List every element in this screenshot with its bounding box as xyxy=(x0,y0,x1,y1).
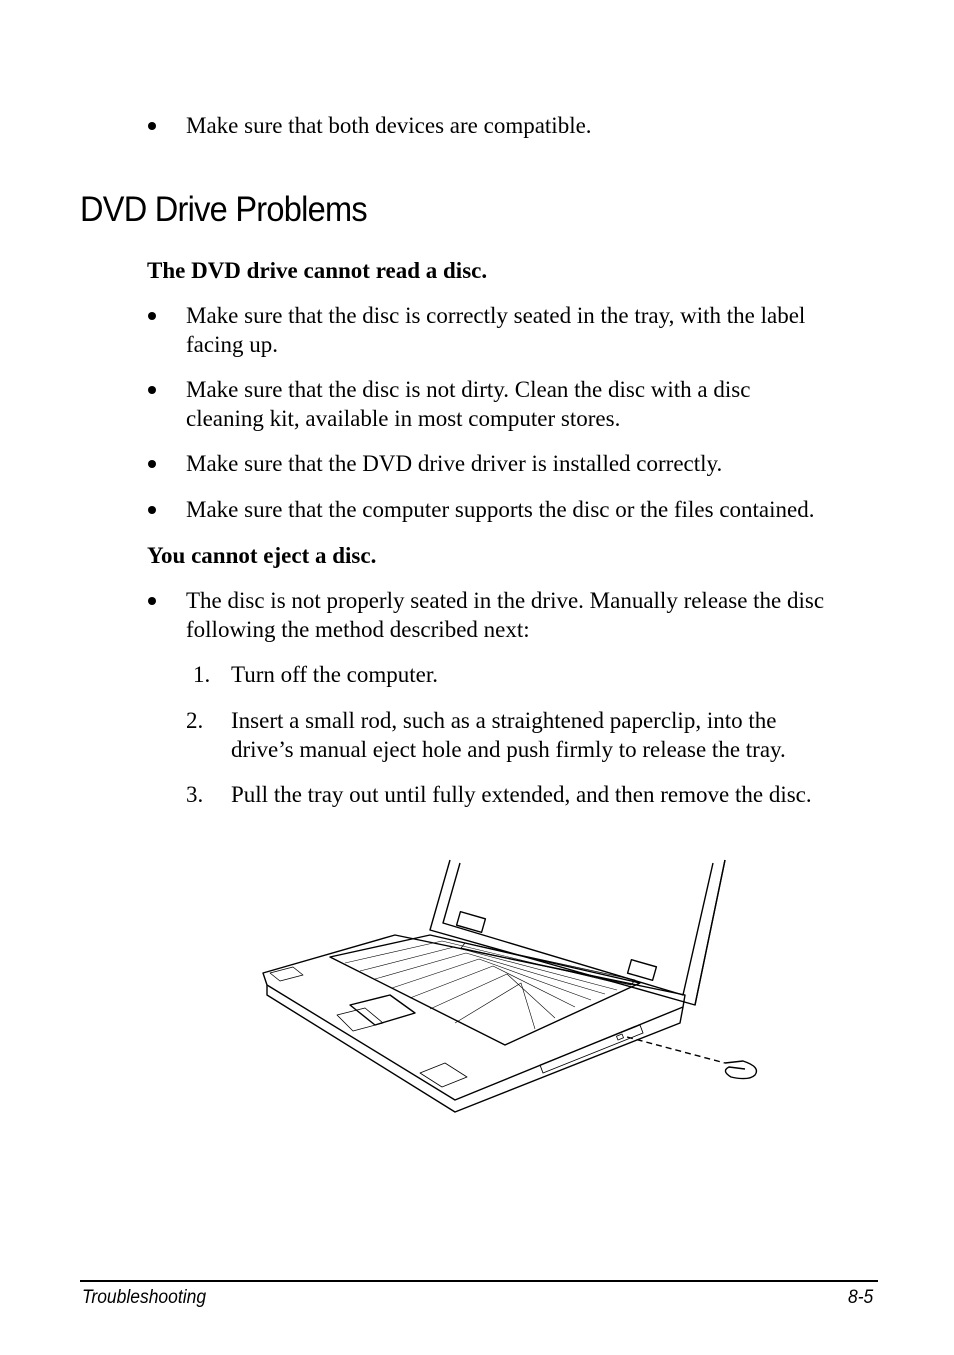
paperclip-icon xyxy=(725,1061,757,1079)
bullet-dot xyxy=(148,506,156,514)
list-item: Make sure that the DVD drive driver is installed correctly. xyxy=(186,451,723,476)
list-item-line: facing up. xyxy=(186,332,278,357)
touchpad xyxy=(350,995,415,1025)
list-item-line: Make sure that the disc is not dirty. Clean the disc with a disc xyxy=(186,377,751,402)
list-item xyxy=(186,301,805,359)
problem-heading-cannot-eject: You cannot eject a disc. xyxy=(147,543,377,568)
list-item-line: Make sure that the disc is correctly seated in the tray, with the label xyxy=(186,303,806,328)
step-number: 2. xyxy=(186,708,204,733)
step-number: 3. xyxy=(186,782,204,807)
section-title: DVD Drive Problems xyxy=(80,190,367,229)
list-item xyxy=(186,375,750,433)
laptop-deck xyxy=(263,935,685,1100)
bullet-dot xyxy=(148,460,156,468)
footer-chapter: Troubleshooting xyxy=(82,1287,207,1308)
list-item-line: following the method described next: xyxy=(186,617,530,642)
footer-rule xyxy=(80,1280,878,1282)
laptop-base-side xyxy=(267,985,683,1112)
touchpad-buttons xyxy=(337,1008,383,1031)
step-text-line: Insert a small rod, such as a straightened paperclip, into the xyxy=(231,708,777,733)
paperclip-dashed-line xyxy=(627,1037,725,1063)
step-number: 1. xyxy=(193,662,211,687)
footer-page-number: 8-5 xyxy=(848,1287,874,1308)
step-text: Turn off the computer. xyxy=(231,662,438,687)
laptop-lid xyxy=(430,860,725,1005)
hinge-left xyxy=(457,912,486,933)
list-item-line: cleaning kit, available in most computer stores. xyxy=(186,406,621,431)
problem-heading-cannot-read: The DVD drive cannot read a disc. xyxy=(147,258,488,283)
laptop-eject-illustration xyxy=(255,855,765,1115)
list-item: Make sure that the computer supports the disc or the files contained. xyxy=(186,497,815,522)
list-item-line: The disc is not properly seated in the drive. Manually release the disc xyxy=(186,588,825,613)
intro-bullet-text: Make sure that both devices are compatible. xyxy=(186,113,592,138)
bullet-dot xyxy=(148,597,156,605)
bullet-dot xyxy=(148,122,156,130)
list-item xyxy=(186,586,824,644)
step-text-line: drive’s manual eject hole and push firmly to release the tray. xyxy=(231,737,786,762)
hinge-right xyxy=(628,960,657,981)
optical-drive xyxy=(540,1025,643,1073)
step-text xyxy=(231,706,786,764)
bullet-dot xyxy=(148,386,156,394)
bullet-dot xyxy=(148,312,156,320)
eject-hole xyxy=(616,1034,623,1040)
step-text: Pull the tray out until fully extended, and then remove the disc. xyxy=(231,782,812,807)
